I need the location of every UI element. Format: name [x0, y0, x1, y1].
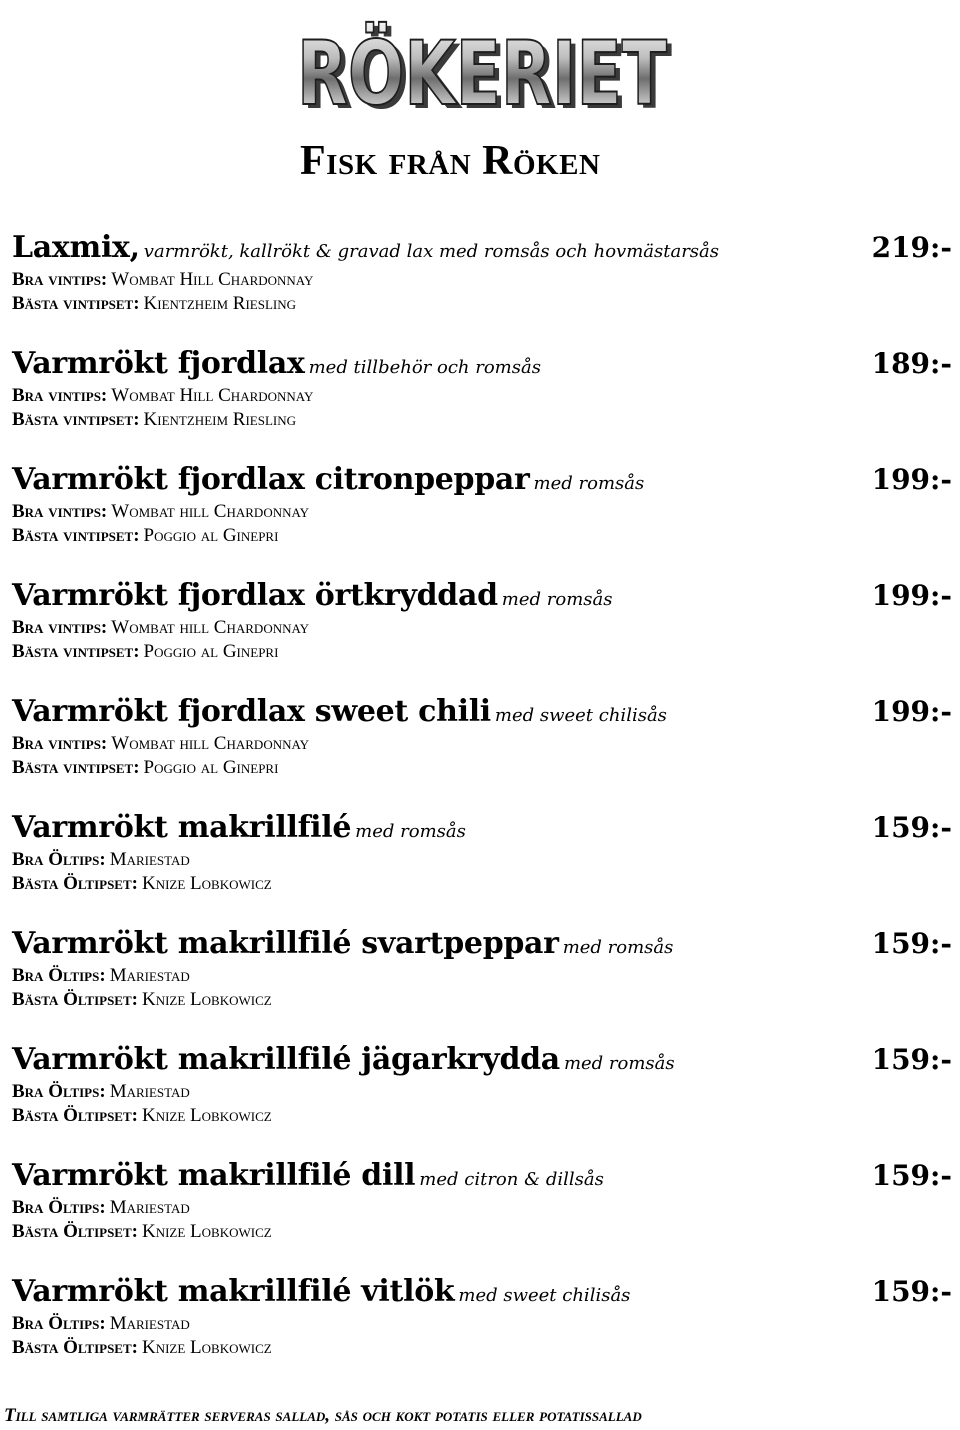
menu-item-description: varmrökt, kallrökt & gravad lax med romsås och hovmästarsås [143, 241, 720, 262]
tip-label: Bästa vintipset: [12, 525, 140, 546]
tip-value: Wombat Hill Chardonnay [111, 385, 314, 406]
menu-item-description: med sweet chilisås [494, 705, 667, 726]
menu-item [12, 1272, 952, 1388]
best-tip [12, 640, 952, 664]
tip-value: Knize Lobkowicz [141, 989, 272, 1010]
menu-item-price: 199:- [871, 579, 952, 612]
tip-label: Bra Öltips: [12, 965, 106, 986]
logo-graphic [250, 6, 710, 126]
tip-label: Bästa vintipset: [12, 641, 140, 662]
menu-item-name: Varmrökt makrillfilé [12, 810, 352, 845]
menu-item-name: Varmrökt makrillfilé jägarkrydda [12, 1042, 560, 1077]
best-tip [12, 1104, 952, 1128]
menu-item [12, 808, 952, 924]
menu-item-price: 159:- [871, 1159, 952, 1192]
menu-item-header [12, 1040, 952, 1080]
tip-value: Poggio al Ginepri [143, 525, 279, 546]
tip-value: Kientzheim Riesling [143, 293, 296, 314]
tip-label: Bästa vintipset: [12, 757, 140, 778]
menu-item-price: 159:- [871, 811, 952, 844]
tip-label: Bästa Öltipset: [12, 1221, 138, 1242]
best-tip [12, 1220, 952, 1244]
menu-item-name: Laxmix, [12, 230, 140, 265]
menu-item-name: Varmrökt fjordlax citronpeppar [12, 462, 530, 497]
tip-label: Bra vintips: [12, 501, 108, 522]
tip-value: Kientzheim Riesling [143, 409, 296, 430]
menu-item-description: med sweet chilisås [458, 1285, 631, 1306]
menu-item-name: Varmrökt makrillfilé dill [12, 1158, 416, 1193]
menu-item [12, 692, 952, 808]
menu-item-header [12, 1272, 952, 1312]
tip-value: Wombat hill Chardonnay [111, 617, 310, 638]
tip-value: Mariestad [109, 1313, 190, 1334]
tip-label: Bra vintips: [12, 385, 108, 406]
menu-item [12, 1156, 952, 1272]
logo [250, 6, 710, 126]
good-tip [12, 268, 952, 292]
tip-label: Bra vintips: [12, 269, 108, 290]
tip-label: Bra Öltips: [12, 849, 106, 870]
logo-text-shadow: RÖKERIET [302, 26, 672, 126]
menu-item-header [12, 692, 952, 732]
menu-item-description: med citron & dillsås [419, 1169, 604, 1190]
menu-item-description: med romsås [563, 1053, 675, 1074]
tip-value: Poggio al Ginepri [143, 757, 279, 778]
menu-item-name: Varmrökt makrillfilé vitlök [12, 1274, 455, 1309]
tip-label: Bästa Öltipset: [12, 1337, 138, 1358]
tip-value: Knize Lobkowicz [141, 1221, 272, 1242]
good-tip [12, 1080, 952, 1104]
menu-item [12, 576, 952, 692]
best-tip [12, 292, 952, 316]
menu-item [12, 344, 952, 460]
good-tip [12, 732, 952, 756]
good-tip [12, 616, 952, 640]
menu-item [12, 1040, 952, 1156]
good-tip [12, 1196, 952, 1220]
menu-item-header [12, 228, 952, 268]
menu-item-description: med romsås [533, 473, 645, 494]
tip-label: Bästa vintipset: [12, 409, 140, 430]
menu-item-price: 199:- [871, 695, 952, 728]
tip-value: Mariestad [109, 849, 190, 870]
good-tip [12, 1312, 952, 1336]
menu-item-price: 159:- [871, 927, 952, 960]
tip-label: Bra vintips: [12, 733, 108, 754]
best-tip [12, 872, 952, 896]
menu-item-name: Varmrökt fjordlax sweet chili [12, 694, 491, 729]
tip-label: Bra Öltips: [12, 1197, 106, 1218]
tip-value: Mariestad [109, 965, 190, 986]
tip-label: Bästa Öltipset: [12, 873, 138, 894]
tip-label: Bästa Öltipset: [12, 1105, 138, 1126]
tip-value: Mariestad [109, 1197, 190, 1218]
best-tip [12, 756, 952, 780]
menu-item [12, 228, 952, 344]
menu-item-description: med romsås [562, 937, 674, 958]
tip-value: Knize Lobkowicz [141, 1105, 272, 1126]
good-tip [12, 848, 952, 872]
menu-item-price: 159:- [871, 1043, 952, 1076]
footer-note: Till samtliga varmrätter serveras sallad, sås och kokt potatis eller potatissallad [4, 1405, 642, 1426]
tip-value: Wombat hill Chardonnay [111, 733, 310, 754]
best-tip [12, 1336, 952, 1360]
menu-item [12, 924, 952, 1040]
tip-label: Bra Öltips: [12, 1313, 106, 1334]
good-tip [12, 500, 952, 524]
menu-item-name: Varmrökt fjordlax [12, 346, 305, 381]
menu-item [12, 460, 952, 576]
best-tip [12, 524, 952, 548]
menu-list [12, 228, 952, 1388]
best-tip [12, 988, 952, 1012]
tip-label: Bästa vintipset: [12, 293, 140, 314]
menu-item-header [12, 924, 952, 964]
menu-item-header [12, 1156, 952, 1196]
tip-value: Mariestad [109, 1081, 190, 1102]
menu-item-name: Varmrökt fjordlax örtkryddad [12, 578, 498, 613]
menu-item-description: med romsås [355, 821, 466, 842]
tip-value: Wombat hill Chardonnay [111, 501, 310, 522]
menu-item-price: 219:- [871, 231, 952, 264]
tip-label: Bra vintips: [12, 617, 108, 638]
best-tip [12, 408, 952, 432]
menu-item-name: Varmrökt makrillfilé svartpeppar [12, 926, 559, 961]
menu-item-price: 159:- [871, 1275, 952, 1308]
logo-text: RÖKERIET [297, 22, 667, 125]
good-tip [12, 384, 952, 408]
menu-item-description: med tillbehör och romsås [308, 357, 541, 378]
tip-label: Bra Öltips: [12, 1081, 106, 1102]
menu-item-header [12, 460, 952, 500]
tip-value: Poggio al Ginepri [143, 641, 279, 662]
menu-item-price: 199:- [871, 463, 952, 496]
tip-value: Wombat Hill Chardonnay [111, 269, 314, 290]
tip-value: Knize Lobkowicz [141, 1337, 272, 1358]
menu-item-header [12, 344, 952, 384]
page-subtitle: Fisk från Röken [300, 138, 601, 184]
menu-item-header [12, 576, 952, 616]
menu-item-description: med romsås [501, 589, 613, 610]
menu-item-price: 189:- [871, 347, 952, 380]
good-tip [12, 964, 952, 988]
menu-item-header [12, 808, 952, 848]
tip-label: Bästa Öltipset: [12, 989, 138, 1010]
tip-value: Knize Lobkowicz [141, 873, 272, 894]
